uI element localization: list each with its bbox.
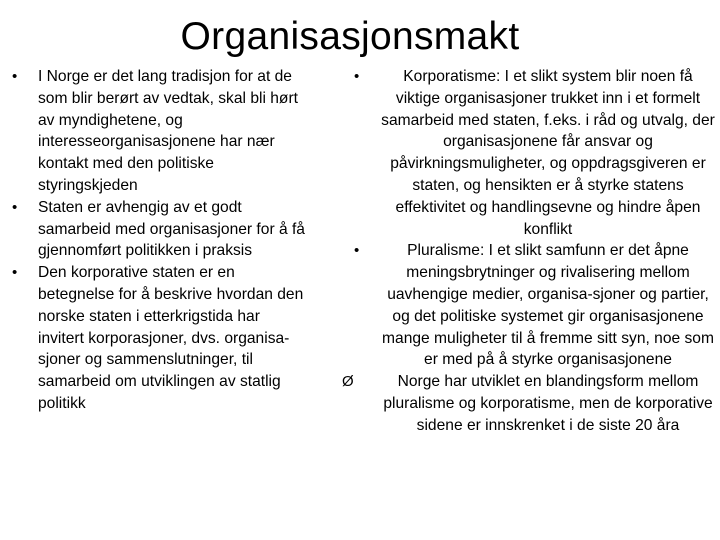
right-bullet-pluralism [326, 240, 716, 371]
bullet-text: : I et slikt system blir noen få viktige organisasjoner trukket inn i et formelt samarbeid med staten, f.eks. i råd og utvalg, der organisasjonene får ansvar og påvirkningsmuligheter, og oppdragsgiveren er staten, og hensikten er å styrke statens effektivitet og handlingsevne og hindre åpen konflikt [381, 68, 715, 238]
bullet-lead-term: Staten er avhengig av et godt samarbeid [38, 198, 242, 238]
bullet-marker: • [12, 68, 18, 85]
bullet-lead-term: Korporatisme [403, 68, 496, 85]
left-bullet-tradition [10, 66, 310, 197]
right-bullet-corporatism [326, 66, 716, 240]
right-column [326, 66, 716, 437]
bullet-marker: • [354, 68, 360, 85]
bullet-text: : I et slikt samfunn er det åpne meningsbrytninger og rivalisering mellom uavhengige medier, organisa-sjoner og partier, og det politiske systemet gir organisasjonene mange muligheter til å fremme sitt syn, noe som er med på å styrke organisasjonene [382, 242, 714, 369]
left-column [10, 66, 310, 415]
bullet-marker: • [12, 198, 18, 216]
bullet-text: Norge har utviklet en blandingsform mellom pluralisme og korporatisme, men de korporative sidene er innskrenket i de siste 20 åra [383, 373, 713, 434]
bullet-marker: • [12, 264, 18, 282]
left-bullet-state-dependency [10, 197, 310, 262]
bullet-lead-term: Den korporative staten [38, 264, 195, 282]
arrow-bullet-icon: Ø [342, 373, 354, 391]
left-bullet-corporative-state [10, 262, 310, 415]
bullet-text: med organisasjoner for å få gjennomført politikken i praksis [38, 220, 305, 260]
bullet-text: er en betegnelse for å beskrive hvordan den norske staten i etterkrigstida har invitert korporasjoner, dvs. organisa-sjoner og sammenslutninger, til samarbeid om utviklingen av statlig politikk [38, 264, 304, 412]
bullet-lead-term: Pluralisme [407, 242, 480, 260]
slide-title: Organisasjonsmakt [180, 15, 520, 58]
bullet-text: I Norge er det lang tradisjon for at de som blir berørt av vedtak, skal bli hørt av myndighetene, og interesseorganisasjonene har nær kontakt med den politiske styringskjeden [38, 68, 298, 194]
bullet-marker: • [354, 242, 360, 260]
right-bullet-mixed-form [326, 371, 716, 436]
